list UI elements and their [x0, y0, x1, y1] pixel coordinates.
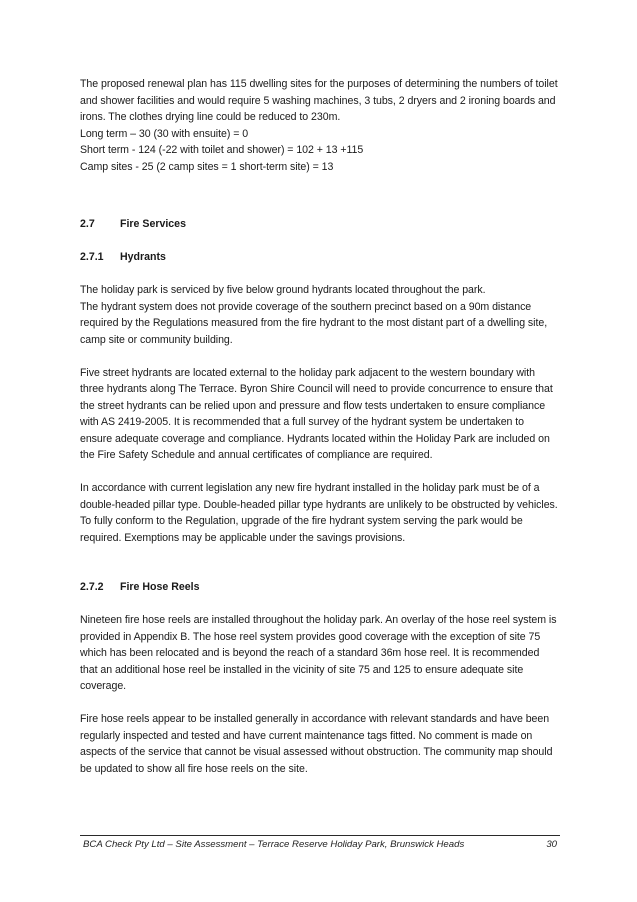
page-body: [80, 76, 558, 794]
section-title: Fire Hose Reels: [120, 580, 200, 593]
hydrants-line-1: The holiday park is serviced by five below ground hydrants located throughout the park.: [80, 284, 486, 296]
hydrants-line-2: The hydrant system does not provide coverage of the southern precinct based on a 90m distance required by the Regulations measured from the fire hydrant to the most distant part of a dwelling site, camp site or community building.: [80, 300, 548, 346]
hydrants-paragraph-2: Five street hydrants are located external to the holiday park adjacent to the western boundary with three hydrants along The Terrace. Byron Shire Council will need to provide concurrence to ensure that the street hydrants can be relied upon and pressure and flow tests undertaken to ensure compliance with AS 2419-2005. It is recommended that a full survey of the hydrant system be undertaken to ensure adequate coverage and compliance. Hydrants located within the Holiday Park are included on the Fire Safety Schedule and annual certificates of compliance are required.: [80, 366, 553, 461]
section-heading-2-7-1: [80, 249, 558, 266]
intro-block: [80, 76, 558, 175]
footer-divider: [80, 835, 560, 836]
page-footer: [83, 838, 557, 851]
hose-reels-paragraph-1: Nineteen fire hose reels are installed throughout the holiday park. An overlay of the hose reel system is provided in Appendix B. The hose reel system provides good coverage with the exception of site 75 which has been relocated and is beyond the reach of a standard 36m hose reel. It is recommended that an additional hose reel be installed in the vicinity of site 75 and 125 to ensure adequate site coverage.: [80, 614, 557, 692]
hydrants-paragraph-1: [80, 282, 558, 348]
section-heading-2-7-2: [80, 579, 558, 596]
section-number: 2.7: [80, 218, 95, 230]
footer-text: BCA Check Pty Ltd – Site Assessment – Terrace Reserve Holiday Park, Brunswick Heads: [83, 839, 465, 850]
section-number: 2.7.2: [80, 580, 104, 593]
intro-paragraph: The proposed renewal plan has 115 dwelling sites for the purposes of determining the numbers of toilet and shower facilities and would require 5 washing machines, 3 tubs, 2 dryers and 2 ironing boards and irons. The clothes drying line could be reduced to 230m.: [80, 78, 558, 123]
section-number: 2.7.1: [80, 250, 104, 263]
long-term-line: Long term – 30 (30 with ensuite) = 0: [80, 127, 249, 140]
page-number: 30: [546, 839, 557, 850]
section-title: Hydrants: [120, 250, 166, 263]
section-title: Fire Services: [120, 218, 186, 230]
hose-reels-paragraph-2: Fire hose reels appear to be installed generally in accordance with relevant standards and have been regularly inspected and tested and have current maintenance tags fitted. No comment is made on aspects of the service that cannot be visual assessed without obstruction. The community map should be updated to show all fire hose reels on the site.: [80, 713, 553, 775]
short-term-line: Short term - 124 (-22 with toilet and shower) = 102 + 13 +115: [80, 144, 364, 156]
section-heading-2-7: [80, 216, 558, 233]
hydrants-paragraph-3: In accordance with current legislation any new fire hydrant installed in the holiday park must be of a double-headed pillar type. Double-headed pillar type hydrants are unlikely to be obstructed by vehicles. To fully conform to the Regulation, upgrade of the fire hydrant system serving the park would be required. Exemptions may be applicable under the savings provisions.: [80, 482, 558, 544]
camp-sites-line: Camp sites - 25 (2 camp sites = 1 short-term site) = 13: [80, 160, 334, 173]
